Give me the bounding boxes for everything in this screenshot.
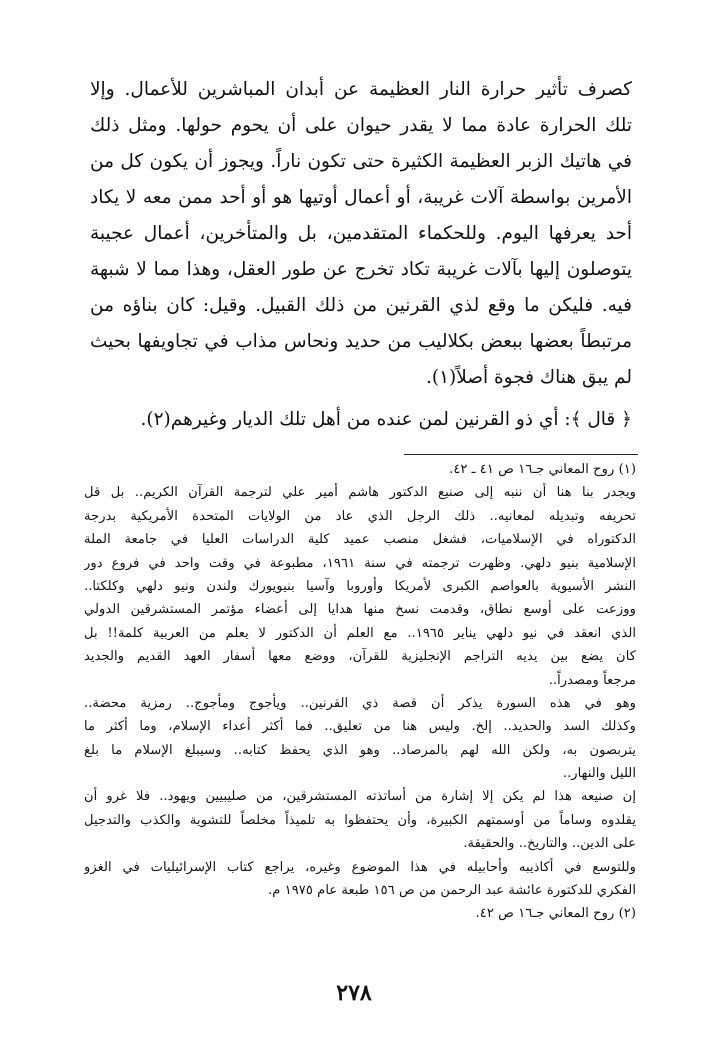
footnote-divider: [404, 454, 638, 455]
main-line: مرتبطاً بعضها ببعض بكلاليب من حديد ونحاس مذاب في تجاويفها بحيث: [90, 331, 632, 352]
quran-quote-line: ﴿ قال ﴾: أي ذو القرنين لمن عنده من أهل تلك الديار وغيرهم(٢).: [140, 409, 632, 430]
main-text: [90, 72, 632, 438]
footnote-line: (٢) روح المعاني جـ١٦ ص ٤٢.: [475, 906, 636, 922]
footnote-line: مرجعاً ومصدراً..: [548, 672, 636, 688]
footnote-line: (١) روح المعاني جـ١٦ ص ٤١ ـ ٤٢.: [449, 462, 636, 477]
footnote-line: وهو في هذه السورة يذكر أن قصة ذي القرنين.. ويأجوج ومأجوج.. رمزية محضة..: [84, 695, 636, 711]
footnote-line: تحريفه وتبديله لمعانيه.. ذلك الرجل الذي عاد من الولايات المتحدة الأمريكية بدرجة: [84, 508, 636, 524]
footnotes: [84, 458, 636, 926]
footnote-line: الليل والنهار..: [562, 766, 636, 782]
footnote-line: كان يضع بين يديه التراجم الإنجليزية للقرآن، ووضع معها أسفار العهد القديم والجديد: [84, 649, 636, 665]
footnote-line: على الدين.. والتاريخ.. والحقيقة.: [463, 836, 636, 852]
main-line: لم يبق هناك فجوة أصلاً(١).: [425, 367, 632, 388]
footnote-line: إن صنيعه هذا لم يكن إلا إشارة من أساتذته المستشرقين، من صليبيين ويهود.. فلا غرو أن: [84, 789, 636, 805]
footnote-line: النشر الأسيوية بالعواصم الكبرى لأمريكا وأوروبا وآسيا بنيويورك ولندن ونيو دلهي وكلكتا..: [84, 578, 636, 594]
main-line: يتوصلون إليها بآلات غريبة تكاد تخرج عن طور العقل، وهذا مما لا شبهة: [90, 259, 632, 280]
footnote-line: الذي انعقد في نيو دلهي يناير ١٩٦٥.. مع العلم أن الدكتور لا يعلم من العربية كلمة!! بل: [84, 625, 636, 641]
footnote-line: الفكري للدكتورة عائشة عبد الرحمن من ص ١٥٦ طبعة عام ١٩٧٥ م.: [268, 883, 636, 899]
footnote-line: يقلدوه وساماً من أوسمتهم الكبيرة، وأن يحتفظوا به تلميذاً مخلصاً للتشوية والكذب والتدجيل: [84, 812, 636, 828]
footnote-line: وللتوسع في أكاذيبه وأحابيله في هذا الموضوع وغيره، يراجع كتاب الإسرائيليات في الغزو: [84, 859, 636, 875]
footnote-line: الإسلامية بنيو دلهي. وظهرت ترجمته في سنة ١٩٦١، مطبوعة في وقت واحد في فروع دور: [84, 555, 636, 571]
main-line: تلك الحرارة عادة مما لا يقدر حيوان على أن يحوم حولها. ومثل ذلك: [90, 115, 632, 136]
main-line: فيه. فليكن ما وقع لذي القرنين من ذلك القبيل. وقيل: كان بناؤه من: [90, 295, 632, 316]
footnote-line: وكذلك السد والحديد.. إلخ. وليس هنا من تعليق.. فما أكثر أعداء الإسلام، وما أكثر ما: [84, 719, 636, 735]
main-line: في هاتيك الزبر العظيمة الكثيرة حتى تكون ناراً. ويجوز أن يكون كل من: [90, 151, 632, 172]
footnote-line: ويجدر بنا هنا أن ننبه إلى صنيع الدكتور هاشم أمير علي لترجمة القرآن الكريم.. بل قل: [84, 485, 636, 501]
main-line: الأمرين بواسطة آلات غريبة، أو أعمال أوتيها هو أو أحد ممن معه لا يكاد: [90, 187, 632, 208]
footnote-line: يتربصون به، ولكن الله لهم بالمرصاد.. وهو الذي يحفظ كتابه.. وسيبلغ الإسلام ما بلغ: [84, 742, 636, 758]
page-number: ٢٧٨: [336, 980, 372, 1006]
main-line: كصرف تأثير حرارة النار العظيمة عن أبدان المباشرين للأعمال. وإلا: [90, 79, 632, 100]
footnote-line: الدكتوراه في الإسلاميات، فشغل منصب عميد كلية الدراسات العليا في جامعة الملة: [84, 532, 636, 548]
footnote-line: ووزعت على أوسع نطاق، وقدمت نسخ منها هدايا إلى أعضاء مؤتمر المستشرقين الدولي: [84, 602, 636, 618]
main-line: أحد يعرفها اليوم. وللحكماء المتقدمين، بل والمتأخرين، أعمال عجيبة: [90, 223, 632, 244]
